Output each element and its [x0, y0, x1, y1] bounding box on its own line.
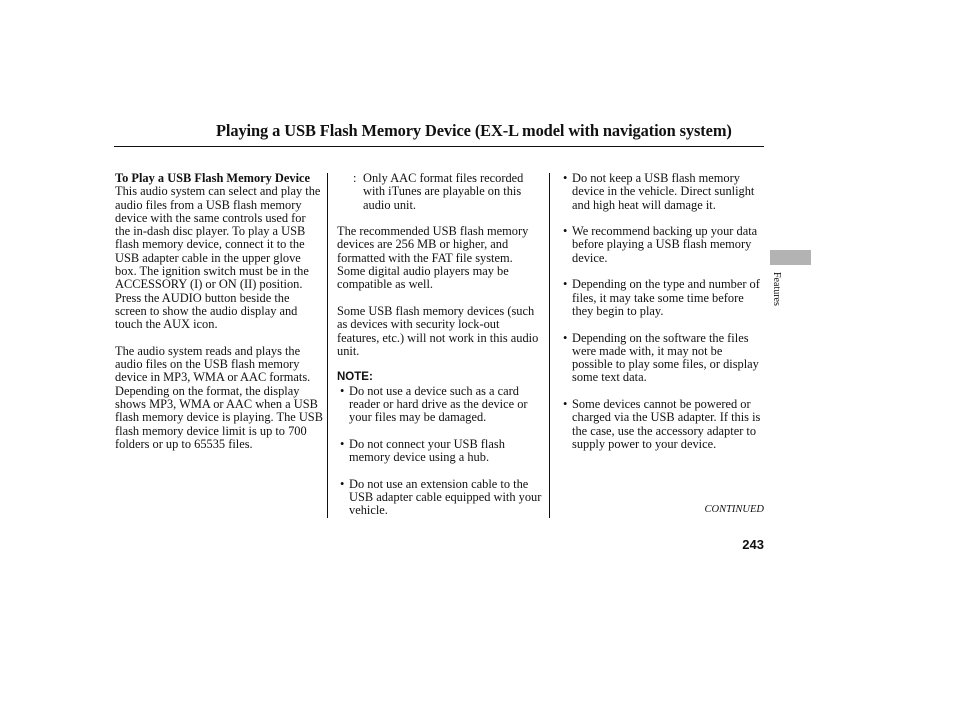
bullet-icon: • [563, 224, 568, 239]
note-item [337, 385, 542, 425]
column-divider-2 [549, 173, 550, 518]
list-item-text: Some devices cannot be powered or charged via the USB adapter. If this is the case, use the accessory adapter to supply power to your device. [572, 397, 761, 451]
note-item [337, 478, 542, 518]
section-label: Features [771, 272, 782, 306]
bullet-icon: • [563, 277, 568, 292]
bullet-icon: • [340, 476, 345, 491]
list-item [560, 225, 766, 265]
aac-footnote [337, 172, 542, 212]
column-2 [337, 172, 542, 518]
recommended-devices-paragraph: The recommended USB flash memory devices are 256 MB or higher, and formatted with the FAT file system. Some digital audio players may be compatible as well. [337, 224, 529, 292]
note-item [337, 438, 542, 465]
bullet-icon: • [563, 171, 568, 185]
bullet-icon: • [340, 383, 345, 398]
footnote-text: Only AAC format files recorded with iTunes are playable on this audio unit. [363, 171, 524, 212]
section-subhead: To Play a USB Flash Memory Device [115, 171, 311, 185]
page-number: 243 [742, 537, 764, 552]
bullet-icon: • [340, 436, 345, 451]
intro-paragraph: This audio system can select and play the audio files from a USB flash memory device with the same controls used for the in-dash disc player. To play a USB flash memory device, connect it to the USB adapter cable in the upper glove box. The ignition switch must be in the ACCESSORY (I) or ON (II) position. Press the AUDIO button beside the screen to show the audio display and touch the AUX icon. [115, 184, 321, 332]
footnote-marker: : [353, 171, 357, 185]
list-item [560, 332, 766, 385]
list-item-text: Do not keep a USB flash memory device in the vehicle. Direct sunlight and high heat will damage it. [572, 171, 755, 212]
section-tab [770, 250, 811, 265]
note-text: Do not use a device such as a card reader or hard drive as the device or your files may be damaged. [349, 383, 528, 425]
note-text: Do not use an extension cable to the USB adapter cable equipped with your vehicle. [349, 476, 542, 518]
page-title: Playing a USB Flash Memory Device (EX-L model with navigation system) [216, 121, 732, 140]
list-item [560, 278, 766, 318]
list-item-text: Depending on the software the files were made with, it may not be possible to play some files, or display some text data. [572, 330, 759, 385]
formats-paragraph: The audio system reads and plays the audio files on the USB flash memory device in MP3, WMA or AAC formats. Depending on the format, the display shows MP3, WMA or AAC when a USB flash memory device is playing. The USB flash memory device limit is up to 700 folders or up to 65535 files. [115, 343, 323, 451]
list-item-text: We recommend backing up your data before playing a USB flash memory device. [572, 224, 758, 265]
continued-label: CONTINUED [704, 504, 764, 515]
column-divider-1 [327, 173, 328, 518]
list-item [560, 172, 766, 212]
note-text: Do not connect your USB flash memory device using a hub. [349, 436, 505, 465]
list-item [560, 398, 766, 451]
bullet-icon: • [563, 330, 568, 345]
note-label: NOTE: [337, 371, 373, 384]
title-rule [114, 146, 764, 147]
list-item-text: Depending on the type and number of files, it may take some time before they begin to play. [572, 277, 760, 318]
column-3 [560, 172, 766, 451]
incompatible-devices-paragraph: Some USB flash memory devices (such as devices with security lock-out features, etc.) will not work in this audio unit. [337, 303, 539, 358]
bullet-icon: • [563, 397, 568, 412]
column-1 [115, 172, 323, 451]
